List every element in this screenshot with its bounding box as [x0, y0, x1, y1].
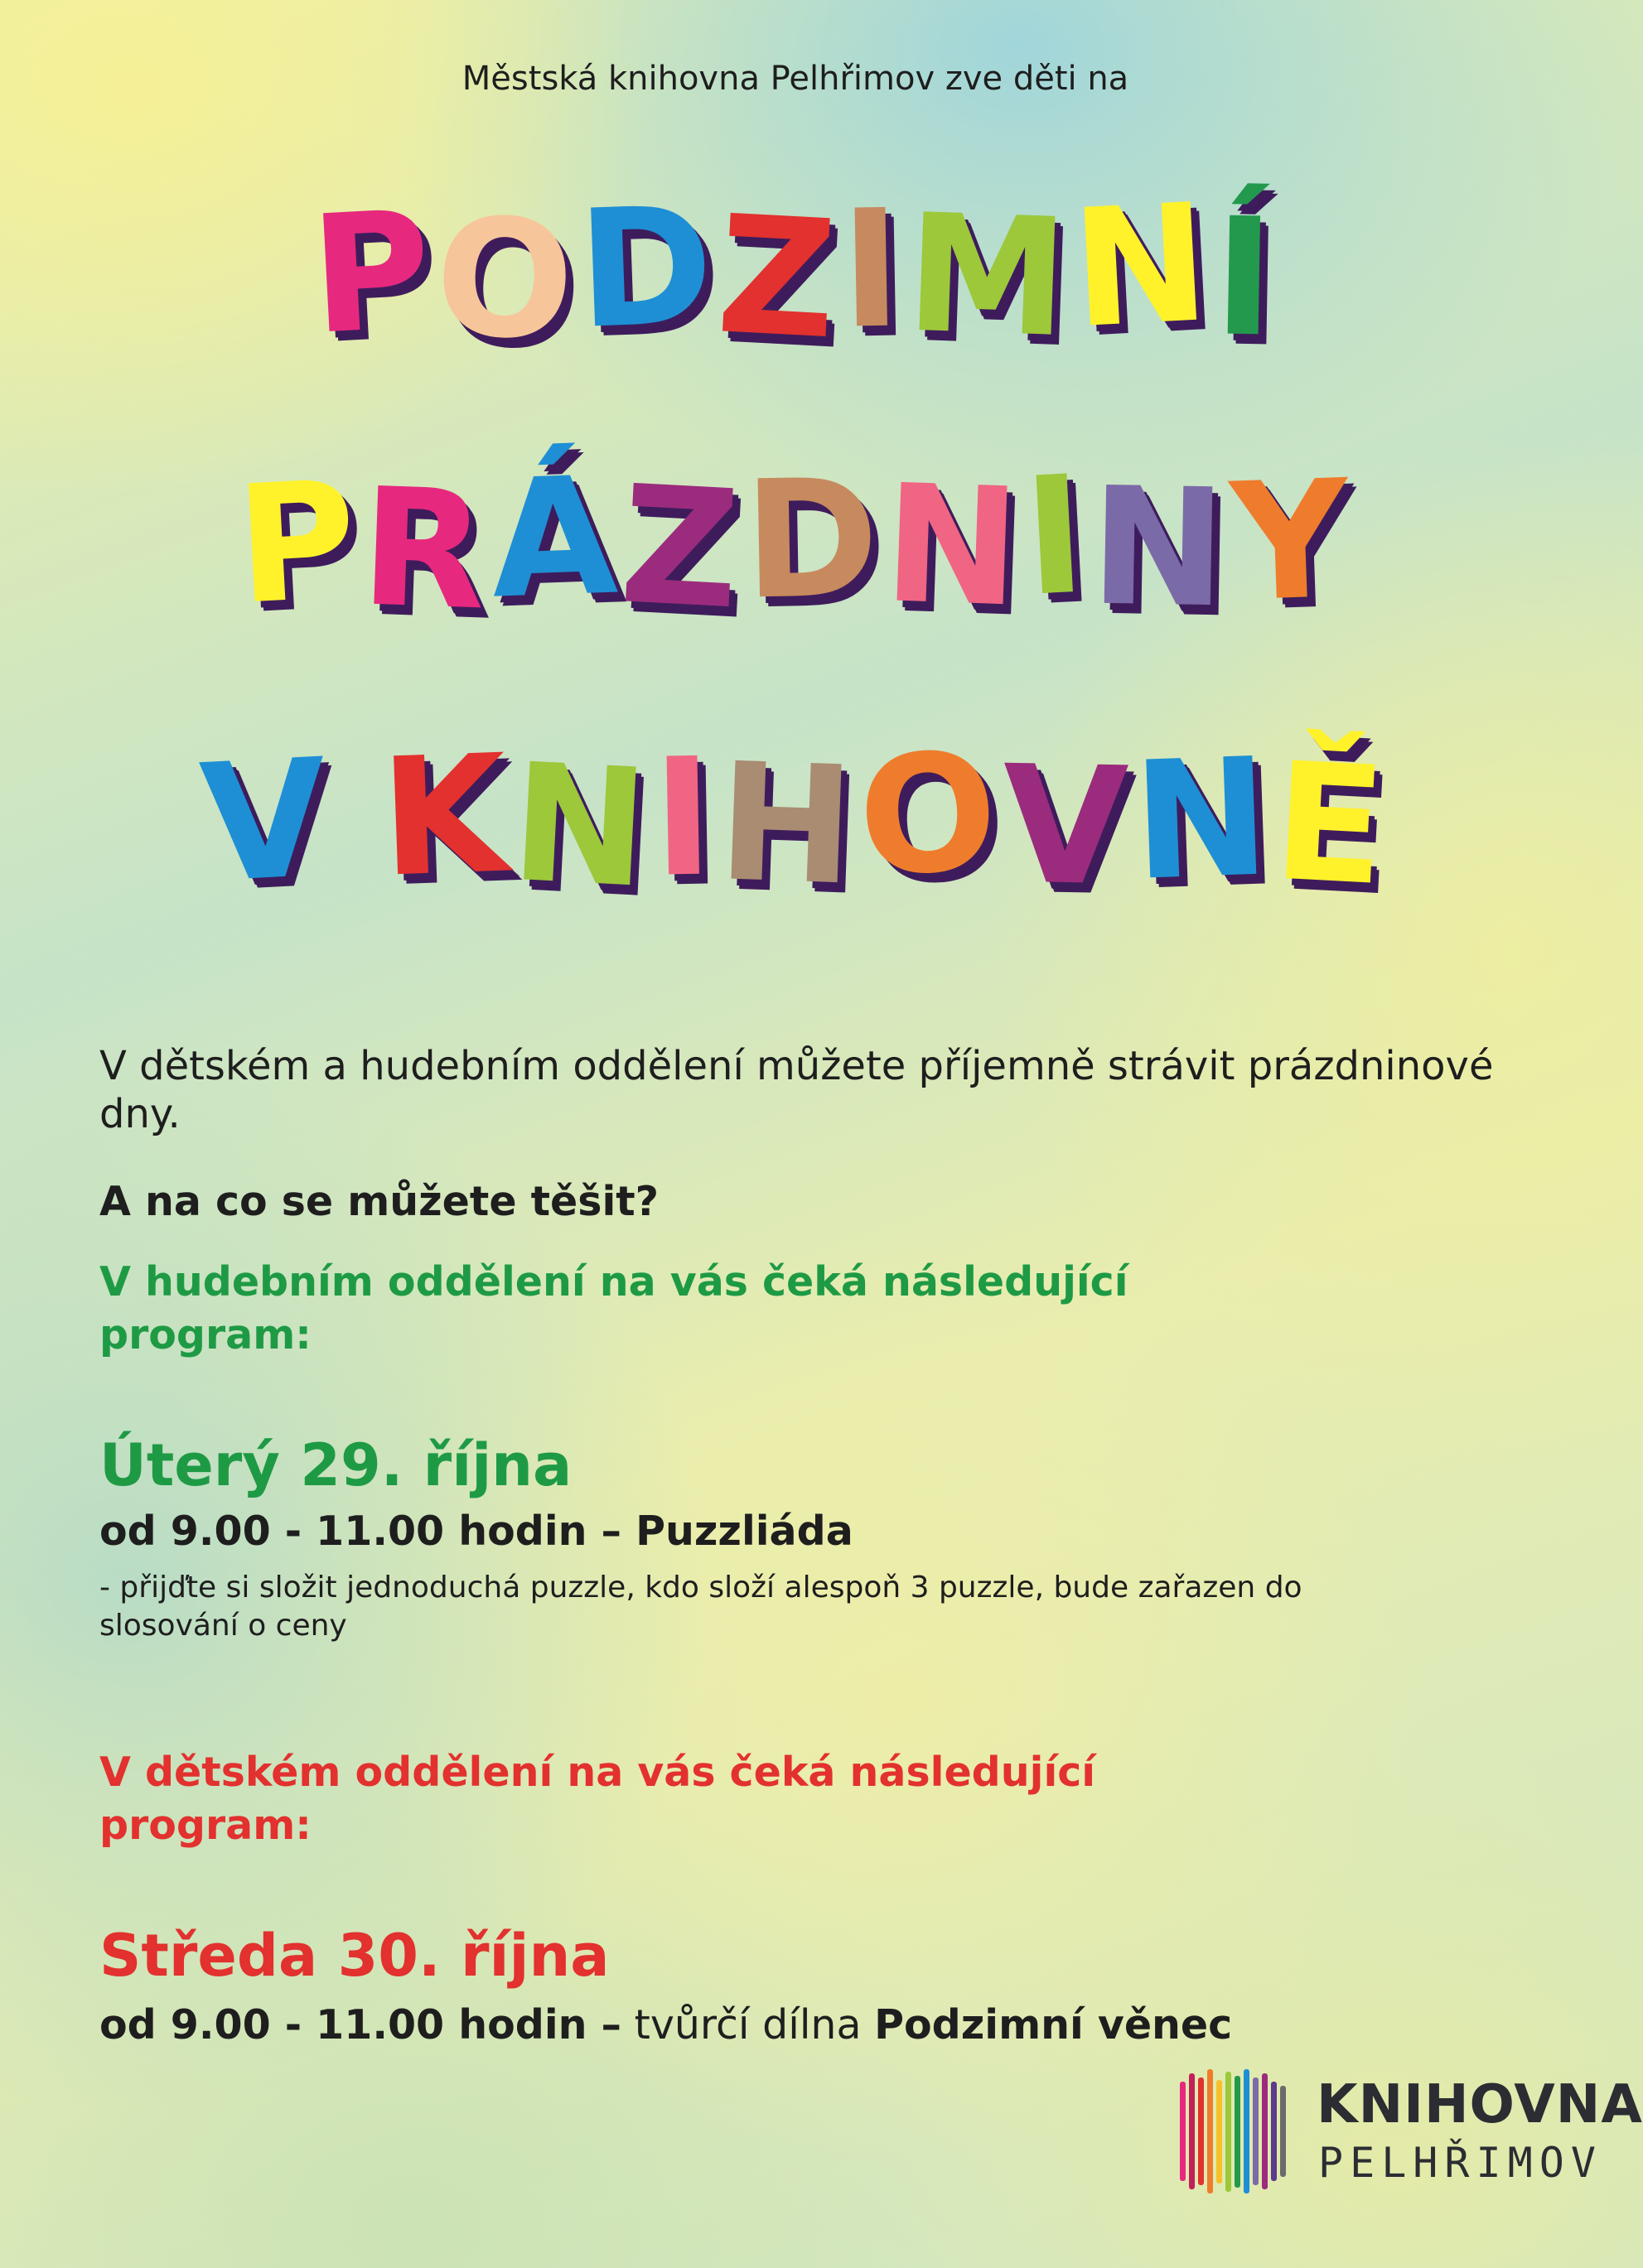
title-letter: Í: [1212, 183, 1281, 374]
title-letter: I: [1019, 441, 1095, 633]
logo-bar: [1280, 2086, 1286, 2177]
children-dept-date: Středa 30. října: [99, 1922, 610, 1990]
music-dept-heading: V hudebním oddělení na vás čeká následující program:: [99, 1258, 1128, 1358]
logo-bar: [1253, 2077, 1259, 2185]
title-letter: N: [1088, 452, 1233, 644]
logo-bar: [1262, 2073, 1268, 2189]
title-letter: N: [881, 450, 1028, 644]
title-letter: V: [196, 724, 337, 919]
logo-bar: [1189, 2073, 1195, 2189]
title-line-1: [0, 168, 1591, 377]
logo-bar: [1271, 2082, 1277, 2181]
title-letter: Ě: [1268, 727, 1395, 923]
title-letter: R: [357, 453, 495, 647]
title-letter: V: [1000, 731, 1135, 923]
title-letter: O: [432, 183, 582, 377]
logo-bar: [1180, 2082, 1186, 2181]
logo-bars-icon: [1180, 2069, 1296, 2193]
logo-bar: [1244, 2069, 1249, 2193]
title-letter: Y: [1228, 445, 1357, 639]
title-letter: [331, 741, 381, 903]
music-dept-time-event: od 9.00 - 11.00 hodin – Puzzliáda: [99, 1508, 853, 1555]
title-letter: N: [1067, 168, 1219, 365]
title-letter: P: [307, 176, 441, 371]
lead-paragraph: V dětském a hudebním oddělení můžete příjemně strávit prázdninové dny.: [99, 1043, 1494, 1137]
title-letter: Z: [616, 451, 749, 646]
logo-bar: [1207, 2069, 1213, 2193]
children-dept-activity: tvůrčí dílna: [634, 2001, 862, 2048]
title-letter: K: [378, 720, 515, 914]
children-dept-heading: V dětském oddělení na vás čeká následující program:: [99, 1749, 1096, 1849]
logo-bar: [1198, 2077, 1204, 2185]
title-letter: Z: [713, 181, 846, 376]
title-line-3: [0, 717, 1591, 925]
title-letter: H: [715, 728, 863, 922]
title-letter: D: [575, 171, 722, 365]
title-letter: I: [839, 175, 908, 365]
title-letter: O: [853, 717, 1008, 914]
children-dept-time: od 9.00 - 11.00 hodin –: [99, 2001, 622, 2048]
title-letter: N: [506, 728, 658, 925]
logo-bar: [1216, 2080, 1222, 2184]
title-letter: N: [1129, 723, 1278, 917]
logo-word-knihovna: KNIHOVNA: [1317, 2074, 1643, 2135]
logo-word-pelhrimov: PELHŘIMOV: [1318, 2139, 1602, 2187]
logo-bar: [1235, 2076, 1240, 2188]
logo-bar: [1225, 2072, 1231, 2192]
title-letter: Á: [487, 442, 625, 635]
music-dept-description: - přijďte si složit jednoduchá puzzle, kdo složí alespoň 3 puzzle, bude zařazen do slosování o ceny: [99, 1571, 1302, 1643]
music-dept-date: Úterý 29. října: [99, 1431, 573, 1499]
library-logo: [1180, 2069, 1643, 2193]
children-dept-time-event: [99, 2001, 1232, 2048]
title-letter: D: [742, 444, 886, 636]
title-letter: P: [232, 446, 366, 641]
title-line-2: [0, 441, 1591, 647]
title-letter: M: [902, 179, 1076, 374]
question-heading: A na co se můžete těšit?: [99, 1178, 660, 1225]
title-letter: I: [651, 723, 721, 914]
intro-line: Městská knihovna Pelhřimov zve děti na: [461, 60, 1129, 98]
children-dept-event: Podzimní věnec: [874, 2001, 1233, 2048]
